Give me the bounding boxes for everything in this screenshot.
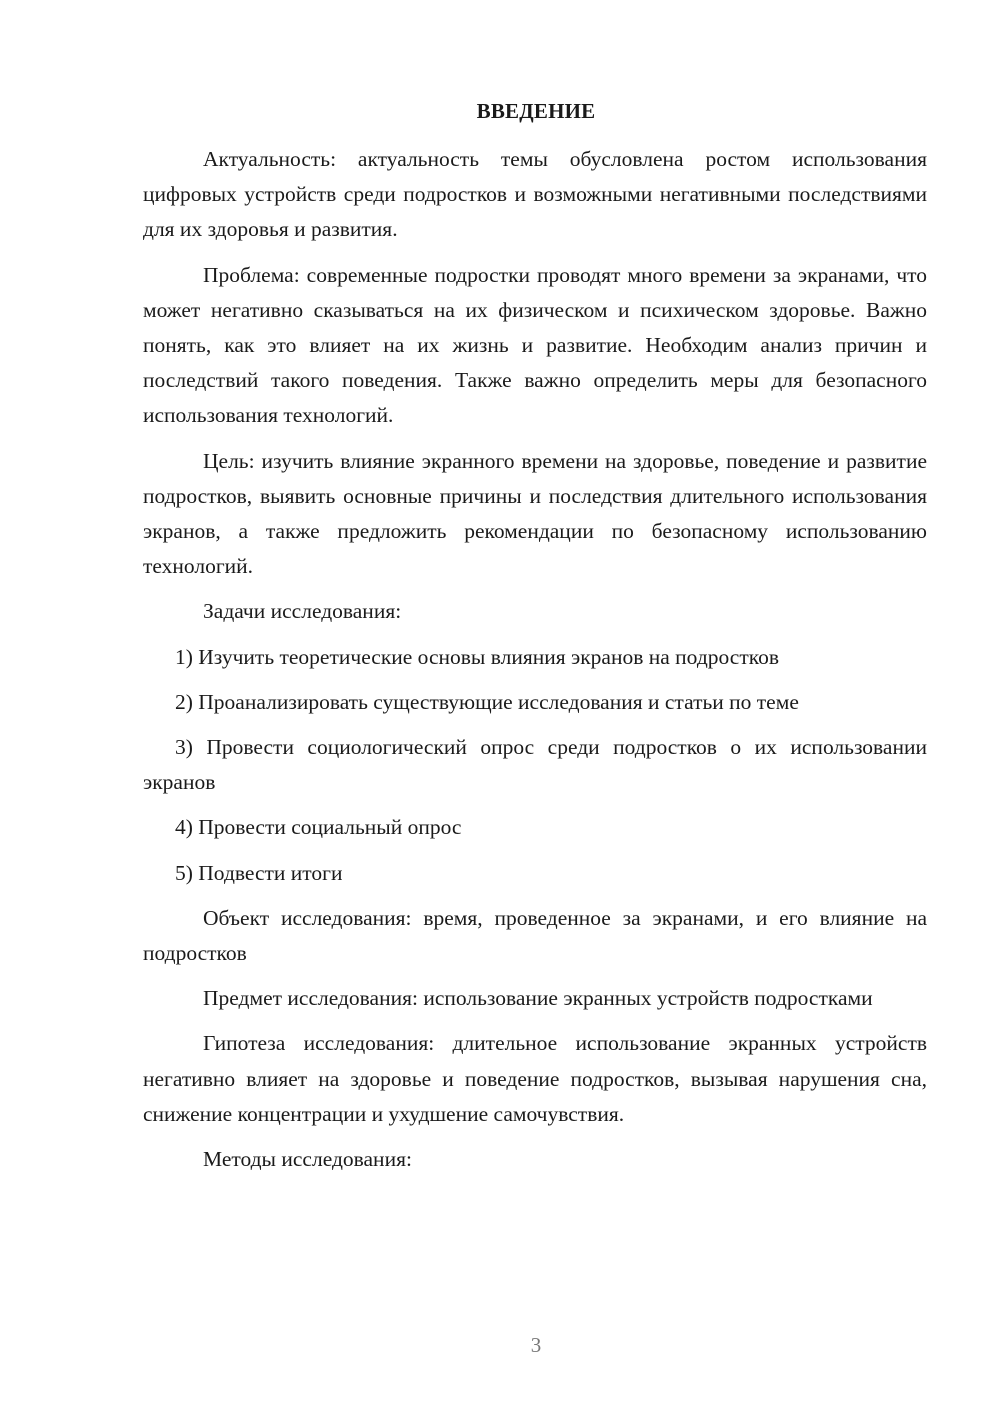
task-item-1: 1) Изучить теоретические основы влияния экранов на подростков (175, 644, 779, 669)
section-title: ВВЕДЕНИЕ (476, 99, 596, 123)
body-text (143, 142, 927, 1187)
paragraph-goal: Цель: изучить влияние экранного времени на здоровье, поведение и развитие подростков, выявить основные причины и последствия длительного использования экранов, а также предложить рекомендации по безопасному использованию технологий. (143, 448, 927, 579)
task-item-5: 5) Подвести итоги (175, 860, 343, 885)
paragraph-methods: Методы исследования: (203, 1147, 412, 1172)
paragraph-hypothesis: Гипотеза исследования: длительное использование экранных устройств негативно влияет на здоровье и поведение подростков, вызывая нарушения сна, снижение концентрации и ухудшение самочувствия. (143, 1031, 927, 1126)
task-item-4: 4) Провести социальный опрос (175, 815, 462, 840)
page-number: 3 (530, 1333, 542, 1357)
paragraph-problem: Проблема: современные подростки проводят много времени за экранами, что может негативно сказываться на их физическом и психическом здоровье. Важно понять, как это влияет на их жизнь и развитие. Необходим анализ причин и последствий такого поведения. Также важно определить меры для безопасного использования технологий. (143, 262, 927, 428)
paragraph-tasks-heading: Задачи исследования: (203, 599, 402, 624)
paragraph-object: Объект исследования: время, проведенное за экранами, и его влияние на подростков (143, 905, 927, 966)
task-item-3: 3) Провести социологический опрос среди подростков о их использовании экранов (143, 735, 927, 795)
task-item-2: 2) Проанализировать существующие исследования и статьи по теме (175, 689, 799, 714)
paragraph-subject: Предмет исследования: использование экранных устройств подростками (203, 986, 873, 1011)
paragraph-relevance: Актуальность: актуальность темы обусловлена ростом использования цифровых устройств среди подростков и возможными негативными последствиями для их здоровья и развития. (143, 147, 927, 242)
